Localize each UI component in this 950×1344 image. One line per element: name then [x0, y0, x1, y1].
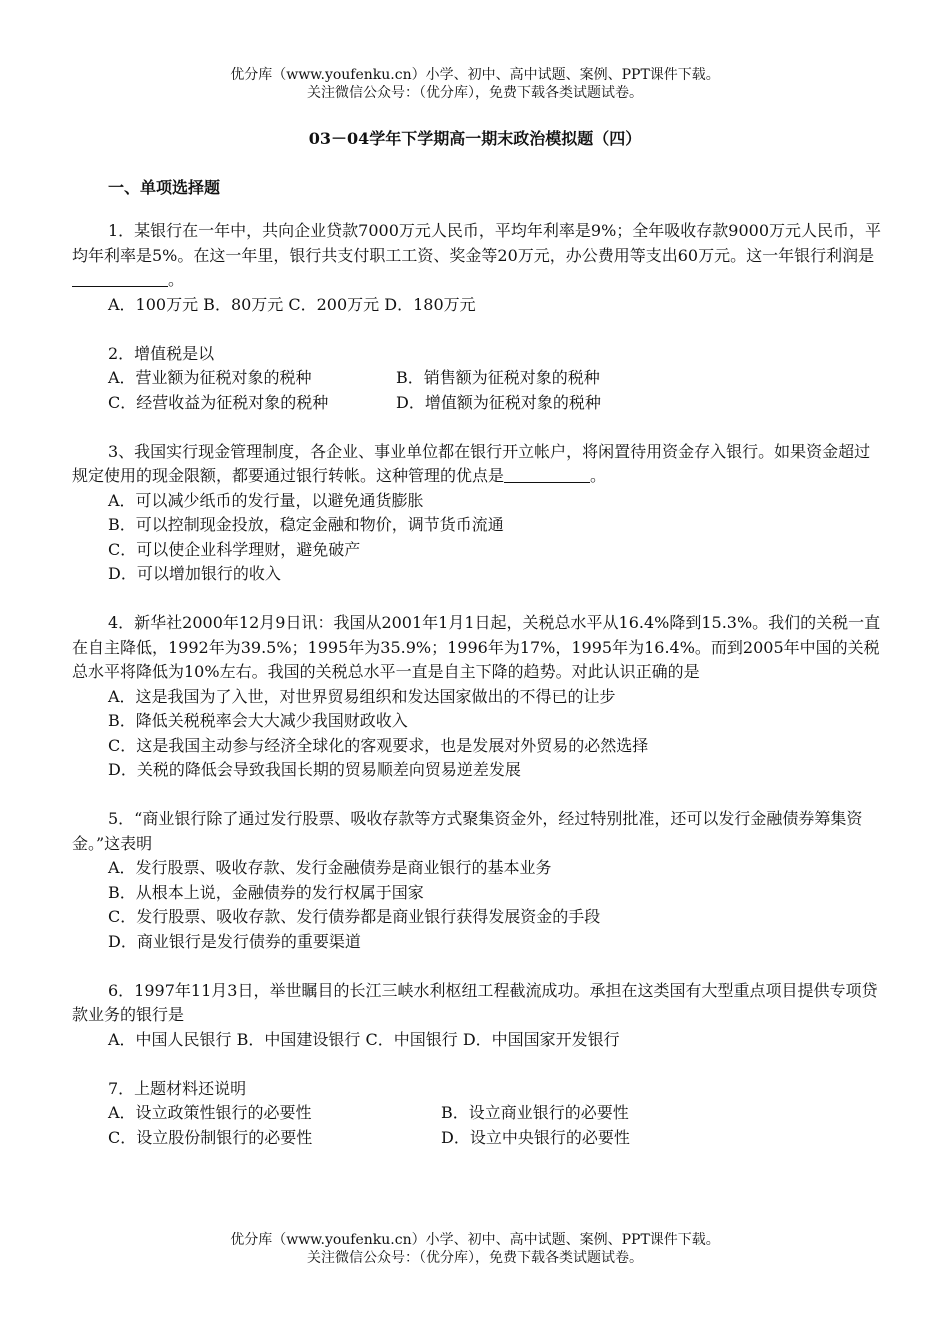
option-a: A．设立政策性银行的必要性: [108, 1103, 312, 1122]
option-d: D．商业银行是发行债券的重要渠道: [108, 931, 361, 951]
option-d: D．关税的降低会导致我国长期的贸易顺差向贸易逆差发展: [108, 760, 521, 779]
option-b: B．销售额为征税对象的税种: [396, 368, 600, 387]
option-a: A．可以减少纸币的发行量，以避免通货膨胀: [108, 490, 424, 510]
question-stem: 7．上题材料还说明: [108, 1078, 247, 1098]
question-options: A．中国人民银行 B．中国建设银行 C．中国银行 D．中国国家开发银行: [108, 1029, 620, 1049]
question-stem: 1．某银行在一年中，共向企业贷款7000万元人民币，平均年利率是9%；全年吸收存款9000万元人民币，平均年利率是5%。在这一年里，银行共支付职工工资、奖金等20万元，办公费用等支出60万元。这一年银行利润是。: [72, 221, 882, 289]
section-heading: 一、单项选择题: [108, 178, 221, 197]
page-title: 03－04学年下学期高一期末政治模拟题（四）: [308, 129, 642, 148]
option-d: D．可以增加银行的收入: [108, 564, 281, 583]
option-b: B．从根本上说，金融债券的发行权属于国家: [108, 882, 424, 902]
question-3: [72, 440, 884, 587]
header-line-1: 优分库（www.youfenku.cn）小学、初中、高中试题、案例、PPT课件下载。: [230, 67, 720, 83]
header-line-2: 关注微信公众号：（优分库），免费下载各类试题试卷。: [307, 85, 643, 101]
question-stem: 4．新华社2000年12月9日讯：我国从2001年1月1日起，关税总水平从16.4%降到15.3%。我们的关税一直在自主降低，1992年为39.5%；1995年为35.9%；1996年为17%，1995年为16.4%。而到2005年中国的关税总水平将降低为10%左右。我国的关税总水平一直是自主下降的趋势。对此认识正确的是: [72, 613, 881, 681]
question-1: [72, 219, 884, 317]
footer-line-2: 关注微信公众号：（优分库），免费下载各类试题试卷。: [307, 1250, 643, 1266]
option-c: C．经营收益为征税对象的税种: [108, 392, 329, 412]
answer-blank: [72, 270, 168, 287]
question-stem: 5．“商业银行除了通过发行股票、吸收存款等方式聚集资金外，经过特别批准，还可以发行金融债券筹集资金。”这表明: [72, 809, 863, 853]
option-c: C．设立股份制银行的必要性: [108, 1127, 313, 1147]
option-c: C．这是我国主动参与经济全球化的客观要求，也是发展对外贸易的必然选择: [108, 735, 649, 755]
question-6: [72, 979, 884, 1053]
answer-blank: [504, 466, 590, 483]
question-stem: 2．增值税是以: [108, 343, 215, 363]
question-options: [72, 1101, 884, 1150]
option-b: B．降低关税税率会大大减少我国财政收入: [108, 711, 408, 730]
question-stem: 3、我国实行现金管理制度，各企业、事业单位都在银行开立帐户，将闲置待用资金存入银行。如果资金超过规定使用的现金限额，都要通过银行转帐。这种管理的优点是 。: [72, 441, 871, 485]
option-c: C．发行股票、吸收存款、发行债券都是商业银行获得发展资金的手段: [108, 907, 601, 926]
option-c: C．可以使企业科学理财，避免破产: [108, 539, 361, 559]
question-5: [72, 807, 884, 954]
option-a: A．这是我国为了入世，对世界贸易组织和发达国家做出的不得已的让步: [108, 686, 616, 706]
page-header: [0, 66, 950, 102]
option-a: A．发行股票、吸收存款、发行金融债券是商业银行的基本业务: [108, 858, 552, 877]
option-b: B．可以控制现金投放，稳定金融和物价，调节货币流通: [108, 515, 504, 534]
question-stem: 6．1997年11月3日，举世瞩目的长江三峡水利枢纽工程截流成功。承担在这类国有大型重点项目提供专项贷款业务的银行是: [72, 980, 878, 1024]
footer-line-1: 优分库（www.youfenku.cn）小学、初中、高中试题、案例、PPT课件下载。: [230, 1232, 720, 1248]
page-footer: [0, 1231, 950, 1267]
question-options: [72, 366, 884, 415]
question-2: [72, 342, 884, 416]
question-7: [72, 1077, 884, 1151]
option-d: D．设立中央银行的必要性: [441, 1127, 630, 1147]
option-a: A．营业额为征税对象的税种: [108, 368, 312, 387]
question-list: [72, 219, 884, 1175]
option-d: D．增值额为征税对象的税种: [396, 392, 601, 412]
question-4: [72, 611, 884, 783]
option-b: B．设立商业银行的必要性: [441, 1103, 629, 1122]
question-options: A．100万元 B．80万元 C．200万元 D．180万元: [108, 294, 476, 314]
